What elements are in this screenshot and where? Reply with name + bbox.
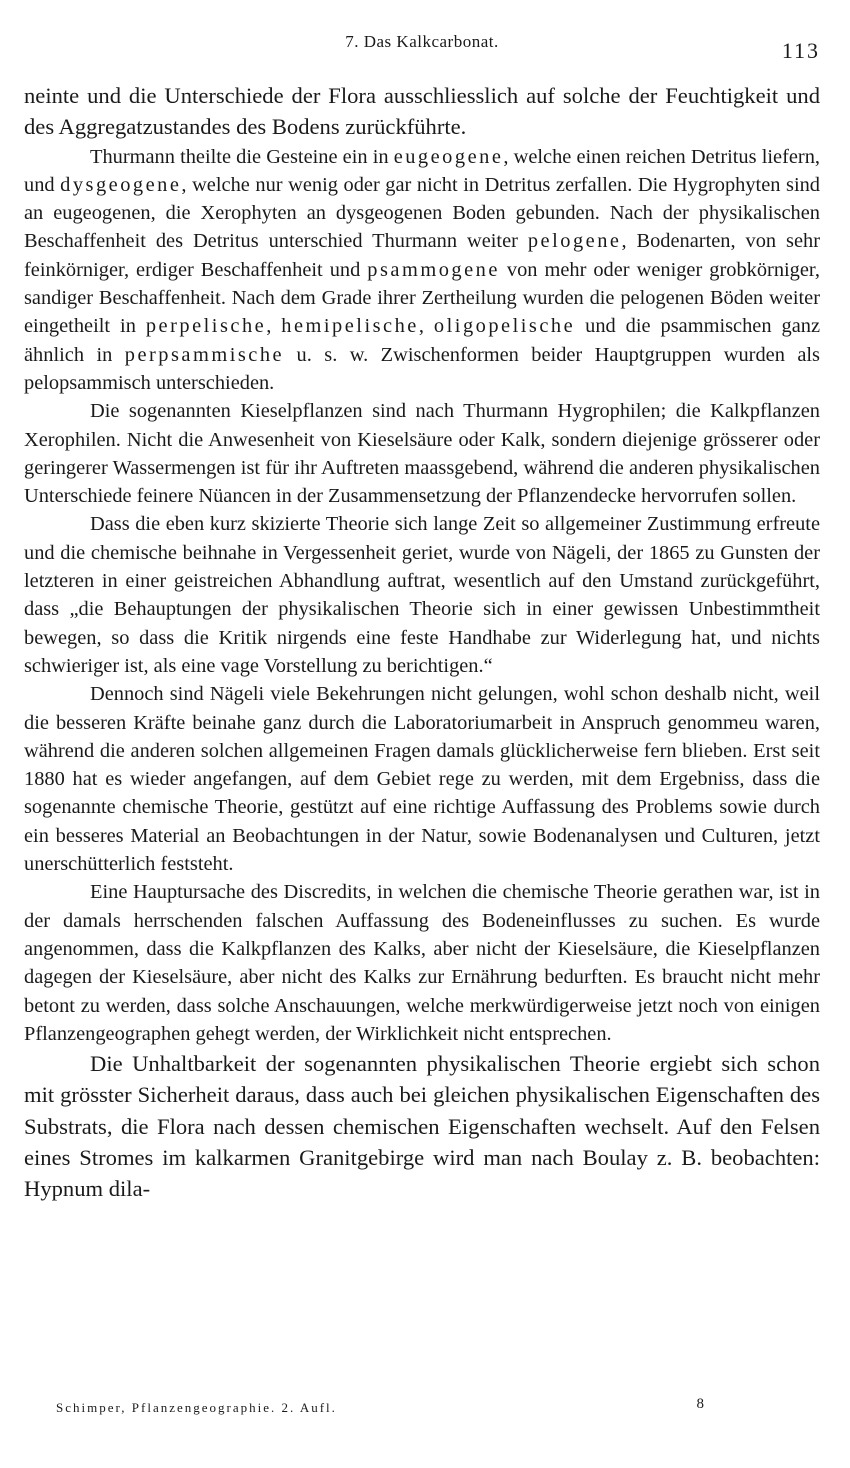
text-run: ,: [418, 315, 434, 338]
spaced-term: pelogene: [527, 230, 622, 253]
spaced-term: hemipelische: [281, 315, 419, 338]
spaced-term: perpelische: [145, 315, 267, 338]
spaced-term: psammogene: [367, 258, 500, 281]
spaced-term: dysgeogene: [60, 173, 182, 196]
paragraph: [24, 143, 820, 398]
paragraph: [24, 680, 820, 878]
paragraph: [24, 1048, 820, 1204]
paragraph: [24, 80, 820, 143]
paragraph: [24, 878, 820, 1048]
text-run: Dass die eben kurz skizierte Theorie sich lange Zeit so allgemeiner Zustimmung erfreute und die chemische beihnahe in Vergessenheit geriet, wurde von Nägeli, der 1865 zu Gunsten der letzteren in einer geistreichen Abhandlung auftrat, wesentlich auf den Umstand zurückgeführt, dass „die Behauptungen der physikalischen Theorie sich in einer gewissen Unbestimmtheit bewegen, so dass die Kritik nirgends eine feste Handhabe zur Widerlegung hat, und nichts schwieriger ist, als eine vage Vorstellung zu berichtigen.“: [24, 513, 820, 677]
page-footer: [56, 1396, 706, 1424]
signature-line: Schimper, Pflanzengeographie. 2. Aufl.: [56, 1400, 337, 1415]
text-run: , welche nur wenig oder gar nicht in Detritus zerfallen. Die Hygrophyten sind an eugeogenen, die Xerophyten an dysgeogenen Boden gebunden. Nach der physikalischen Beschaffenheit des Detritus unterschied Thurmann weiter: [24, 173, 821, 253]
body-text: [24, 80, 820, 1205]
spaced-term: oligopelische: [433, 315, 576, 338]
text-run: ,: [266, 315, 282, 338]
text-run: und die psammischen ganz ähnlich in: [24, 315, 820, 366]
text-run: u. s. w. Zwischenformen beider Hauptgruppen wurden als pelopsammisch unterschieden.: [24, 343, 820, 394]
text-run: Eine Hauptursache des Discredits, in welchen die chemische Theorie gerathen war, ist in der damals herrschenden falschen Auffassung des Bodeneinflusses zu suchen. Es wurde angenommen, dass die Kalkpflanzen des Kalks, aber nicht der Kieselsäure, die Kieselpflanzen dagegen der Kieselsäure, aber nicht des Kalks zur Ernährung bedurften. Es braucht nicht mehr betont zu werden, dass solche Anschauungen, welche merkwürdigerweise jetzt noch von einigen Pflanzengeographen gehegt werden, der Wirklichkeit nicht entsprechen.: [24, 881, 820, 1045]
text-run: Thurmann theilte die Gesteine ein in: [90, 145, 394, 168]
text-run: von mehr oder weniger grobkörniger, sandiger Beschaffenheit. Nach dem Grade ihrer Zertheilung wurden die pelogenen Böden weiter eingetheilt in: [24, 258, 820, 338]
spaced-term: eugeogene: [393, 145, 504, 168]
text-run: , Bodenarten, von sehr feinkörniger, erdiger Beschaffenheit und: [24, 230, 820, 281]
text-run: Die Unhaltbarkeit der sogenannten physikalischen Theorie ergiebt sich schon mit grösster Sicherheit daraus, dass auch bei gleichen physikalischen Eigenschaften des Substrats, die Flora nach dessen chemischen Eigenschaften wechselt. Auf den Felsen eines Stromes im kalkarmen Granitgebirge wird man nach Boulay z. B. beobachten: Hypnum dila-: [24, 1051, 820, 1202]
spaced-term: perpsammische: [124, 343, 285, 366]
text-run: , welche einen reichen Detritus liefern, und: [24, 145, 820, 196]
text-run: neinte und die Unterschiede der Flora ausschliesslich auf solche der Feuchtigkeit und des Aggregatzustandes des Bodens zurückführte.: [24, 83, 820, 140]
signature-mark: 8: [696, 1396, 706, 1412]
page-header: [24, 30, 820, 70]
running-title: 7. Das Kalkcarbonat.: [345, 32, 499, 51]
text-run: Die sogenannten Kieselpflanzen sind nach Thurmann Hygrophilen; die Kalkpflanzen Xerophilen. Nicht die Anwesenheit von Kieselsäure oder Kalk, sondern diejenige grösserer oder geringerer Wassermengen ist für ihr Auftreten maassgebend, während die anderen physikalischen Unterschiede feinere Nüancen in der Zusammensetzung der Pflanzendecke hervorrufen sollen.: [24, 400, 820, 508]
paragraph: [24, 397, 820, 510]
paragraph: [24, 510, 820, 680]
text-run: Dennoch sind Nägeli viele Bekehrungen nicht gelungen, wohl schon deshalb nicht, weil die besseren Kräfte beinahe ganz durch die Laboratoriumarbeit in Anspruch genommeu waren, während die anderen solchen allgemeinen Fragen damals glücklicherweise fern blieben. Erst seit 1880 hat es wieder angefangen, auf dem Gebiet rege zu werden, mit dem Ergebniss, dass die sogenannte chemische Theorie, gestützt auf eine richtige Auffassung des Problems sowie durch ein besseres Material an Beobachtungen in der Natur, sowie Bodenanalysen und Culturen, jetzt unerschütterlich feststeht.: [24, 683, 820, 876]
page-number: 113: [781, 38, 820, 63]
